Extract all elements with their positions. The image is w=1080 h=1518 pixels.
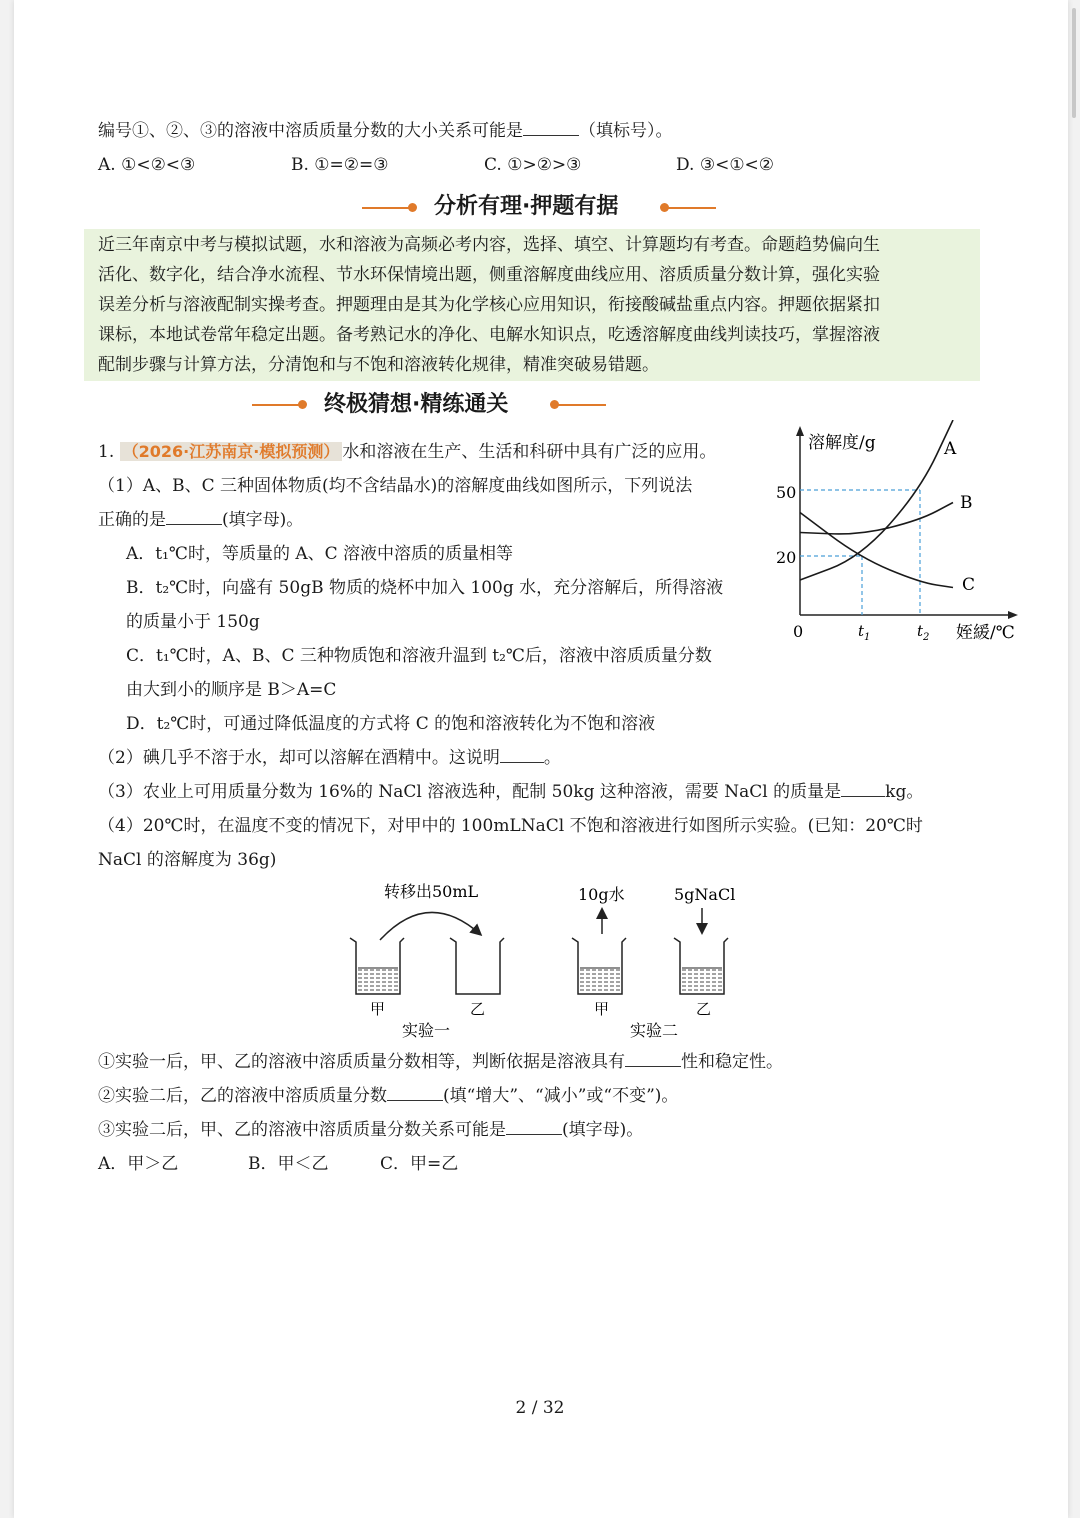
- solubility-chart: [770, 420, 1040, 650]
- scrollbar[interactable]: [1072, 8, 1076, 118]
- section-title-analysis: 分析有理·押题有据: [434, 194, 619, 219]
- curve-c: [800, 513, 953, 588]
- beaker-label: 乙: [696, 1000, 712, 1018]
- beaker-yi-exp1: [450, 938, 504, 994]
- intro-option-c: C. ①>②>③: [484, 155, 582, 175]
- intro-question-text: 编号①、②、③的溶液中溶质质量分数的大小关系可能是: [98, 121, 523, 141]
- part-1-text: (填字母)。: [222, 510, 304, 530]
- x-axis-arrow: [1008, 611, 1018, 619]
- answer-blank: [500, 747, 544, 763]
- intro-option-d: D. ③<①<②: [676, 155, 775, 175]
- option-c-cont: 由大到小的顺序是 B＞A=C: [126, 680, 337, 700]
- answer-blank: [387, 1085, 443, 1101]
- page-number: 2 / 32: [515, 1398, 565, 1418]
- y-tick-label: 50: [776, 483, 797, 502]
- part-1-text: 正确的是: [98, 510, 166, 530]
- experiment-figure: [340, 876, 760, 1046]
- x-tick-t2: $t_2$: [917, 622, 930, 643]
- section-divider-line: [666, 207, 716, 209]
- analysis-line: 活化、数字化，结合净水流程、节水环保情境出题，侧重溶解度曲线应用、溶质质量分数计算，强化实验: [98, 265, 880, 285]
- subquestion-text: ②实验二后，乙的溶液中溶质质量分数: [98, 1086, 387, 1106]
- option-a: A．t₁℃时，等质量的 A、C 溶液中溶质的质量相等: [126, 544, 514, 564]
- analysis-line: 配制步骤与计算方法，分清饱和与不饱和溶液转化规律，精准突破易错题。: [98, 355, 659, 375]
- origin-label: 0: [793, 622, 804, 641]
- subquestion-3-option-c: C．甲=乙: [380, 1154, 459, 1174]
- intro-question: [98, 119, 673, 143]
- subquestion-3-option-a: A．甲＞乙: [98, 1154, 179, 1174]
- answer-blank: [841, 781, 885, 797]
- answer-blank: [523, 120, 579, 136]
- option-d: D．t₂℃时，可通过降低温度的方式将 C 的饱和溶液转化为不饱和溶液: [126, 714, 656, 734]
- exp2-caption: 实验二: [630, 1021, 679, 1040]
- y-axis-label: 溶解度/g: [808, 433, 876, 453]
- option-b: B．t₂℃时，向盛有 50gB 物质的烧杯中加入 100g 水，充分溶解后，所得溶液: [126, 578, 724, 598]
- option-c: C．t₁℃时，A、B、C 三种物质饱和溶液升温到 t₂℃后，溶液中溶质质量分数: [126, 646, 712, 666]
- analysis-box: [84, 229, 980, 381]
- beaker-jia-exp2: [572, 938, 626, 994]
- question-1-stem: [98, 440, 716, 464]
- subquestion-2: [98, 1084, 678, 1108]
- y-axis-arrow: [796, 426, 804, 436]
- part-3-text: （3）农业上可用质量分数为 16%的 NaCl 溶液选种，配制 50kg 这种溶液，需要 NaCl 的质量是: [98, 782, 842, 802]
- beaker-label: 甲: [594, 1000, 610, 1018]
- question-number: 1.: [98, 442, 115, 462]
- subquestion-text: ①实验一后，甲、乙的溶液中溶质质量分数相等，判断依据是溶液具有: [98, 1052, 625, 1072]
- exp1-transfer-label: 转移出50mL: [384, 882, 479, 901]
- exp2-water-label: 10g水: [578, 885, 625, 904]
- intro-question-tail: （填标号）。: [579, 121, 673, 141]
- analysis-line: 近三年南京中考与模拟试题，水和溶液为高频必考内容，选择、填空、计算题均有考查。命题趋势偏向生: [98, 235, 880, 255]
- section-divider-dot: [298, 400, 307, 409]
- section-divider-dot: [408, 203, 417, 212]
- x-tick-t1: $t_1$: [858, 622, 871, 643]
- section-divider-line: [556, 404, 606, 406]
- question-stem: 水和溶液在生产、生活和科研中具有广泛的应用。: [342, 442, 717, 462]
- analysis-line: 课标，本地试卷常年稳定出题。备考熟记水的净化、电解水知识点，吃透溶解度曲线判读技巧，掌握溶液: [98, 325, 880, 345]
- beaker-jia-exp1: [350, 938, 404, 994]
- subquestion-text: (填字母)。: [562, 1120, 644, 1140]
- source-tag: （2026·江苏南京·模拟预测）: [120, 442, 343, 461]
- subquestion-text: 性和稳定性。: [681, 1052, 783, 1072]
- series-label-a: A: [944, 439, 957, 459]
- x-axis-label: 姪緩/℃: [956, 623, 1015, 643]
- beaker-label: 乙: [470, 1000, 486, 1018]
- analysis-line: 误差分析与溶液配制实操考查。押题理由是其为化学核心应用知识，衔接酸碱盐重点内容。押题依据紧扣: [98, 295, 880, 315]
- part-1-line: [98, 508, 303, 532]
- answer-blank: [506, 1119, 562, 1135]
- section-title-practice: 终极猜想·精练通关: [324, 392, 509, 417]
- part-3: [98, 780, 923, 804]
- y-tick-label: 20: [776, 548, 797, 567]
- section-divider-line: [252, 404, 302, 406]
- subquestion-1: [98, 1050, 783, 1074]
- part-4-line: （4）20℃时，在温度不变的情况下，对甲中的 100mLNaCl 不饱和溶液进行如图所示实验。(已知：20℃时: [98, 816, 923, 836]
- option-b-cont: 的质量小于 150g: [126, 612, 260, 632]
- beaker-yi-exp2: [674, 938, 728, 994]
- part-2: [98, 746, 561, 770]
- subquestion-text: ③实验二后，甲、乙的溶液中溶质质量分数关系可能是: [98, 1120, 506, 1140]
- intro-option-a: A. ①<②<③: [98, 155, 196, 175]
- part-2-text: 。: [543, 748, 561, 768]
- intro-option-b: B. ①=②=③: [291, 155, 389, 175]
- answer-blank: [166, 509, 222, 525]
- beaker-label: 甲: [370, 1000, 386, 1018]
- exp2-nacl-label: 5gNaCl: [674, 885, 736, 904]
- exp1-caption: 实验一: [402, 1021, 451, 1040]
- subquestion-text: (填“增大”、“减小”或“不变”)。: [443, 1086, 679, 1106]
- transfer-arrow: [380, 912, 480, 940]
- series-label-c: C: [962, 575, 976, 595]
- part-2-text: （2）碘几乎不溶于水，却可以溶解在酒精中。这说明: [98, 748, 500, 768]
- series-label-b: B: [960, 493, 973, 513]
- part-3-text: kg。: [885, 782, 924, 802]
- subquestion-3: [98, 1118, 643, 1142]
- part-4-line: NaCl 的溶解度为 36g): [98, 850, 277, 870]
- answer-blank: [625, 1051, 681, 1067]
- part-1-line: （1）A、B、C 三种固体物质(均不含结晶水)的溶解度曲线如图所示，下列说法: [98, 476, 693, 496]
- section-divider-line: [362, 207, 412, 209]
- subquestion-3-option-b: B．甲＜乙: [248, 1154, 329, 1174]
